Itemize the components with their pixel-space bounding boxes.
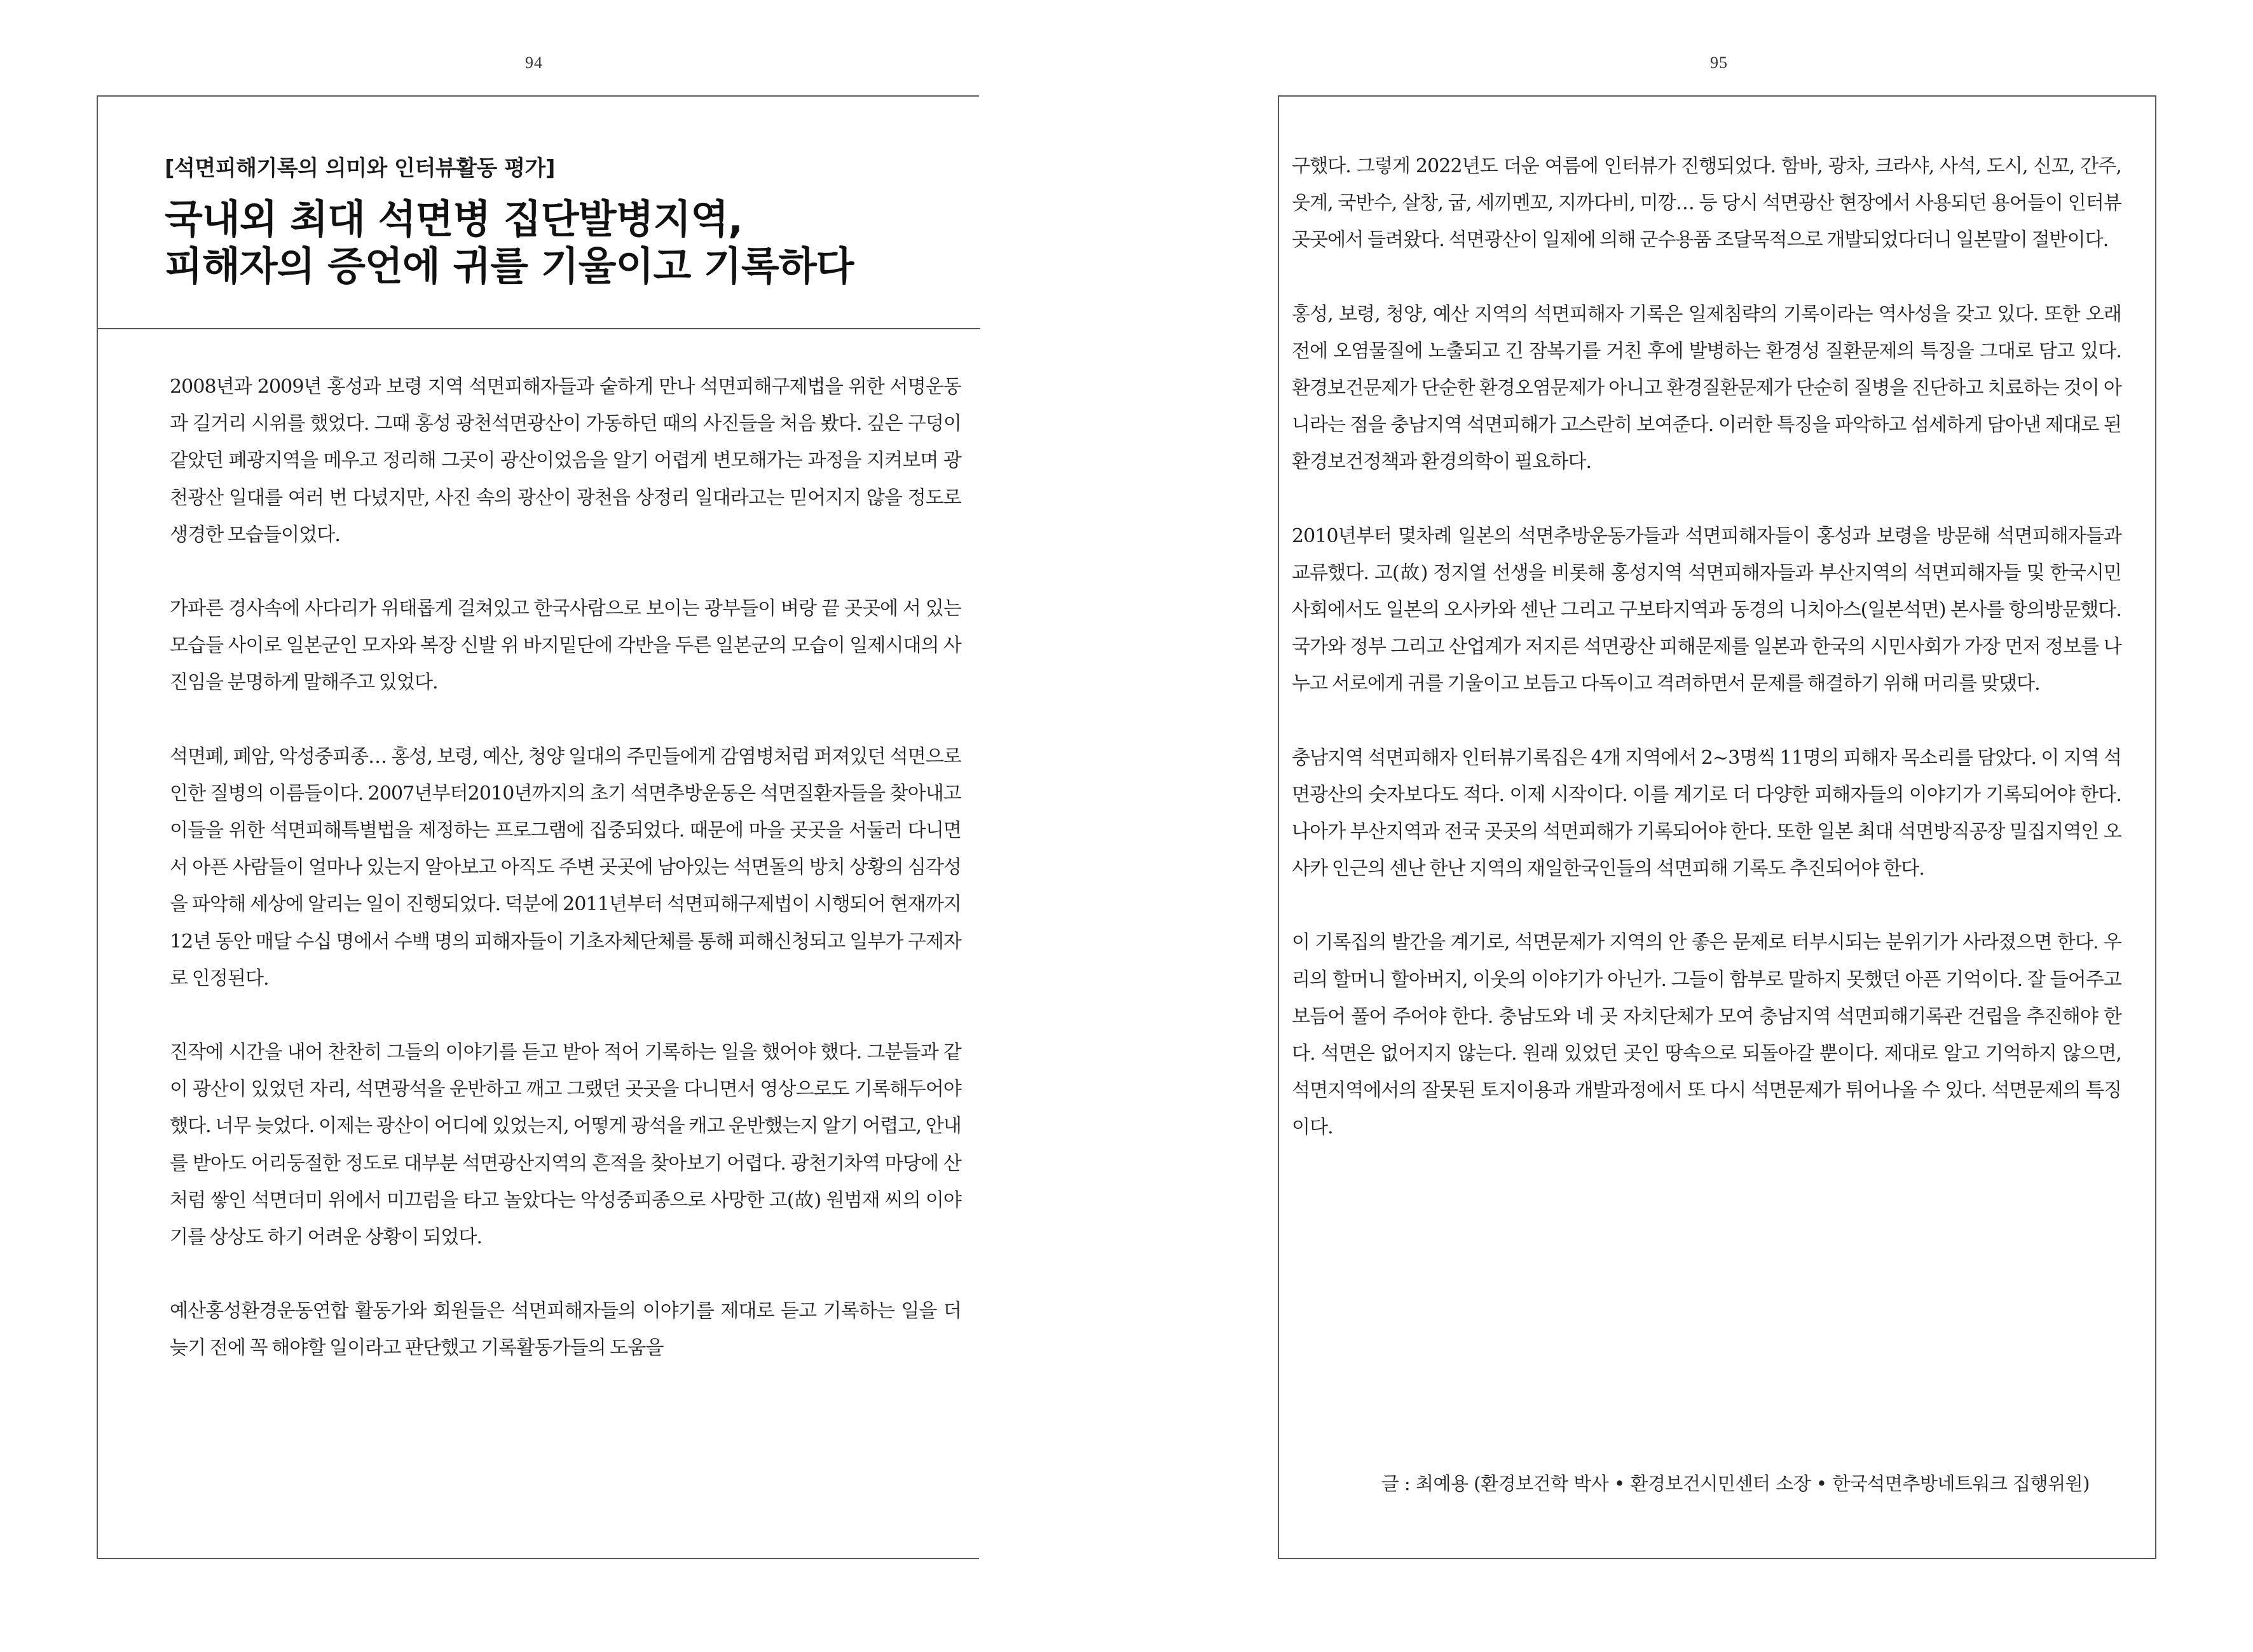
page-number-left: 94 — [525, 53, 543, 72]
article-headline — [165, 196, 953, 290]
right-body-text — [1292, 148, 2121, 1147]
paragraph: 2008년과 2009년 홍성과 보령 지역 석면피해자들과 숱하게 만나 석면피해구제법을 위한 서명운동과 길거리 시위를 했었다. 그때 홍성 광천석면광산이 가동하던 때의 사진들을 처음 봤다. 깊은 구덩이 같았던 폐광지역을 메우고 정리해 그곳이 광산이었음을 알기 어렵게 변모해가는 과정을 지켜보며 광천광산 일대를 여러 번 다녔지만, 사진 속의 광산이 광천읍 상정리 일대라고는 믿어지지 않을 정도로 생경한 모습들이었다. — [170, 376, 961, 546]
headline-line-1: 국내외 최대 석면병 집단발병지역, — [165, 196, 743, 242]
article-header — [165, 151, 953, 290]
right-page — [1278, 95, 2156, 1559]
paragraph: 가파른 경사속에 사다리가 위태롭게 걸쳐있고 한국사람으로 보이는 광부들이 벼랑 끝 곳곳에 서 있는 모습들 사이로 일본군인 모자와 복장 신발 위 바지밑단에 각반을 두른 일본군의 모습이 일제시대의 사진임을 분명하게 말해주고 있었다. — [170, 597, 961, 694]
paragraph: 진작에 시간을 내어 찬찬히 그들의 이야기를 듣고 받아 적어 기록하는 일을 했어야 했다. 그분들과 같이 광산이 있었던 자리, 석면광석을 운반하고 깨고 그랬던 곳곳을 다니면서 영상으로도 기록해두어야 했다. 너무 늦었다. 이제는 광산이 어디에 있었는지, 어떻게 광석을 캐고 운반했는지 알기 어렵고, 안내를 받아도 어리둥절한 정도로 대부분 석면광산지역의 흔적을 찾아보기 어렵다. 광천기차역 마당에 산처럼 쌓인 석면더미 위에서 미끄럼을 타고 놀았다는 악성중피종으로 사망한 고(故) 원범재 씨의 이야기를 상상도 하기 어려운 상황이 되었다. — [170, 1041, 961, 1249]
author-credit: 글 : 최예용 (환경보건학 박사 • 환경보건시민센터 소장 • 한국석면추방네트워크 집행위원) — [1381, 1473, 2090, 1494]
paragraph: 석면폐, 폐암, 악성중피종… 홍성, 보령, 예산, 청양 일대의 주민들에게 감염병처럼 퍼져있던 석면으로 인한 질병의 이름들이다. 2007년부터2010년까지의 초기 석면추방운동은 석면질환자들을 찾아내고 이들을 위한 석면피해특별법을 제정하는 프로그램에 집중되었다. 때문에 마을 곳곳을 서둘러 다니면서 아픈 사람들이 얼마나 있는지 알아보고 아직도 주변 곳곳에 남아있는 석면돌의 방치 상황의 심각성을 파악해 세상에 알리는 일이 진행되었다. 덕분에 2011년부터 석면피해구제법이 시행되어 현재까지 12년 동안 매달 수십 명에서 수백 명의 피해자들이 기초자체단체를 통해 피해신청되고 일부가 구제자로 인정된다. — [170, 745, 961, 990]
section-label: [석면피해기록의 의미와 인터뷰활동 평가] — [165, 156, 555, 181]
paragraph: 구했다. 그렇게 2022년도 더운 여름에 인터뷰가 진행되었다. 함바, 광차, 크라샤, 사석, 도시, 신꼬, 간주, 웃계, 국반수, 살창, 굽, 세끼멘꼬, 지까다비, 미깡… 등 당시 석면광산 현장에서 사용되던 용어들이 인터뷰 곳곳에서 들려왔다. 석면광산이 일제에 의해 군수용품 조달목적으로 개발되었다더니 일본말이 절반이다. — [1292, 155, 2121, 252]
paragraph: 예산홍성환경운동연합 활동가와 회원들은 석면피해자들의 이야기를 제대로 듣고 기록하는 일을 더 늦기 전에 꼭 해야할 일이라고 판단했고 기록활동가들의 도움을 — [170, 1300, 961, 1360]
paragraph: 이 기록집의 발간을 계기로, 석면문제가 지역의 안 좋은 문제로 터부시되는 분위기가 사라졌으면 한다. 우리의 할머니 할아버지, 이웃의 이야기가 아닌가. 그들이 함부로 말하지 못했던 아픈 기억이다. 잘 들어주고 보듬어 풀어 주어야 한다. 충남도와 네 곳 자치단체가 모여 충남지역 석면피해기록관 건립을 추진해야 한다. 석면은 없어지지 않는다. 원래 있었던 곳인 땅속으로 되돌아갈 뿐이다. 제대로 알고 기억하지 않으면, 석면지역에서의 잘못된 토지이용과 개발과정에서 또 다시 석면문제가 튀어나올 수 있다. 석면문제의 특징이다. — [1292, 931, 2121, 1139]
paragraph: 2010년부터 몇차례 일본의 석면추방운동가들과 석면피해자들이 홍성과 보령을 방문해 석면피해자들과 교류했다. 고(故) 정지열 선생을 비롯해 홍성지역 석면피해자들과 부산지역의 석면피해자들 및 한국시민사회에서도 일본의 오사카와 센난 그리고 구보타지역과 동경의 니치아스(일본석면) 본사를 항의방문했다. 국가와 정부 그리고 산업계가 저지른 석면광산 피해문제를 일본과 한국의 시민사회가 가장 먼저 정보를 나누고 서로에게 귀를 기울이고 보듬고 다독이고 격려하면서 문제를 해결하기 위해 머리를 맞댔다. — [1292, 524, 2121, 695]
left-page — [97, 95, 979, 1559]
header-divider — [98, 328, 980, 329]
page-number-right: 95 — [1710, 53, 1728, 72]
paragraph: 홍성, 보령, 청양, 예산 지역의 석면피해자 기록은 일제침략의 기록이라는 역사성을 갖고 있다. 또한 오래 전에 오염물질에 노출되고 긴 잠복기를 거친 후에 발병하는 환경성 질환문제의 특징을 그대로 담고 있다. 환경보건문제가 단순한 환경오염문제가 아니고 환경질환문제가 단순히 질병을 진단하고 치료하는 것이 아니라는 점을 충남지역 석면피해가 고스란히 보여준다. 이러한 특징을 파악하고 섬세하게 담아낸 제대로 된 환경보건정책과 환경의학이 필요하다. — [1292, 303, 2121, 474]
paragraph: 충남지역 석면피해자 인터뷰기록집은 4개 지역에서 2~3명씩 11명의 피해자 목소리를 담았다. 이 지역 석면광산의 숫자보다도 적다. 이제 시작이다. 이를 계기로 더 다양한 피해자들의 이야기가 기록되어야 한다. 나아가 부산지역과 전국 곳곳의 석면피해가 기록되어야 한다. 또한 일본 최대 석면방직공장 밀집지역인 오사카 인근의 센난 한난 지역의 재일한국인들의 석면피해 기록도 추진되어야 한다. — [1292, 746, 2121, 880]
left-body-text — [170, 369, 961, 1367]
headline-line-2: 피해자의 증언에 귀를 기울이고 기록하다 — [165, 243, 854, 289]
